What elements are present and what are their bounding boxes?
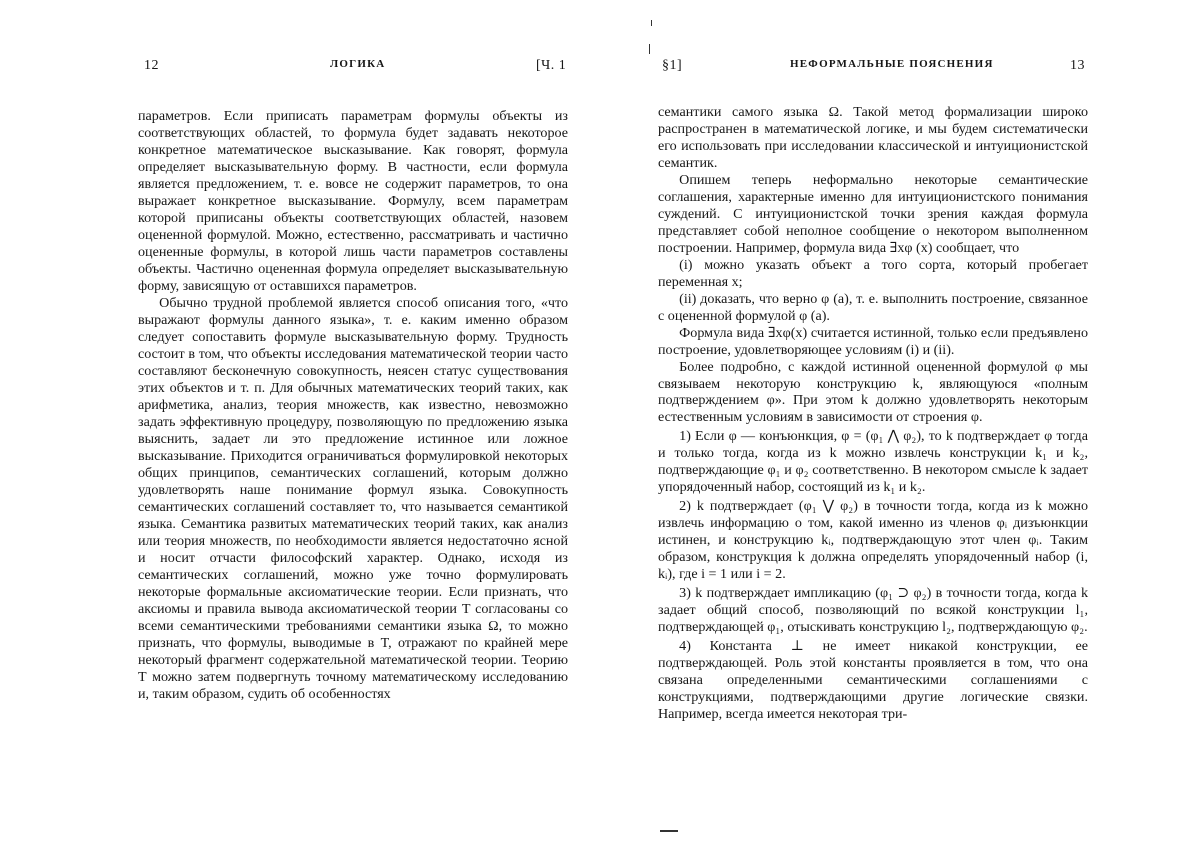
paragraph: 3) k подтверждает импликацию (φ₁ ⊃ φ₂) в точности тогда, когда k задает общий способ, позволяющий по всякой конструкции l₁, подтверждающей φ₁, отыскивать конструкцию l₂, подтверждающую φ₂. xyxy=(658,585,1088,636)
paragraph: (ii) доказать, что верно φ (a), т. е. выполнить построение, связанное с оцененной формулой φ (a). xyxy=(658,290,1088,324)
right-section-mark: §1] xyxy=(662,58,683,73)
left-running-title: ЛОГИКА xyxy=(330,58,386,70)
paragraph: 4) Константа ⊥ не имеет никакой конструкции, ее подтверждающей. Роль этой константы проявляется в том, что она связана определенными семантическими соглашениями с конструкциями, подтверждающими другие логические связки. Например, всегда имеется некоторая три- xyxy=(658,638,1088,722)
right-running-head xyxy=(658,58,1088,78)
paragraph: 1) Если φ — конъюнкция, φ = (φ₁ ⋀ φ₂), то k подтверждает φ тогда и только тогда, когда из k можно извлечь конструкции k₁ и k₂, подтверждающие φ₁ и φ₂ соответственно. В некотором смысле k задает упорядоченный набор, состоящий из k₁ и k₂. xyxy=(658,428,1088,496)
right-page-number: 13 xyxy=(1070,58,1085,73)
left-page-number: 12 xyxy=(144,58,159,73)
scan-mark xyxy=(660,830,678,832)
right-running-title: НЕФОРМАЛЬНЫЕ ПОЯСНЕНИЯ xyxy=(790,58,994,70)
paragraph: семантики самого языка Ω. Такой метод формализации широко распространен в математической логике, и мы будем систематически его использовать при исследовании классической и интуиционистской семантик. xyxy=(658,104,1088,171)
paragraph: 2) k подтверждает (φ₁ ⋁ φ₂) в точности тогда, когда из k можно извлечь информацию о том, какой именно из членов φᵢ дизъюнкции истинен, и конструкцию kᵢ, подтверждающую этот член φᵢ. Таким образом, конструкция k должна определять упорядоченный набор (i, kᵢ), где i = 1 или i = 2. xyxy=(658,498,1088,583)
paragraph: Формула вида ∃xφ(x) считается истинной, только если предъявлено построение, удовлетворяющее условиям (i) и (ii). xyxy=(658,324,1088,358)
left-page xyxy=(138,0,568,848)
paragraph: (i) можно указать объект a того сорта, который пробегает переменная x; xyxy=(658,256,1088,290)
paragraph: Обычно трудной проблемой является способ описания того, «что выражают формулы данного языка», т. е. каким именно образом следует сопоставить формуле высказывательную форму. Трудность состоит в том, что объекты исследования математической теории часто составляют бесконечную совокупность, неясен статус существования этих объектов и т. п. Для обычных математических теорий таких, как арифметика, анализ, теория множеств, как известно, невозможно задать эффективную процедуру, позволяющую по предложению языка выяснить, задает ли это предложение истинное или ложное высказывание. Приходится ограничиваться формулировкой некоторых общих принципов, семантических соглашений, которым должно удовлетворять наше понимание формул языка. Совокупность семантических соглашений составляет то, что называется семантикой языка. Семантика развитых математических теорий таких, как анализ или теория множеств, по необходимости является недостаточно ясной и носит отчасти философский характер. Однако, исходя из семантических соглашений, можно уже точно формулировать некоторые формальные аксиоматические теории. Если признать, что аксиомы и правила вывода аксиоматической теории T согласованы со всеми семантическими требованиями семантики языка Ω, то можно признать, что формулы, выводимые в T, отражают по крайней мере некоторый фрагмент содержательной математической теории. Теорию T можно затем подвергнуть точному математическому исследованию и, таким образом, судить об особенностях xyxy=(138,295,568,702)
left-chapter-mark: [Ч. 1 xyxy=(536,58,567,73)
scan-mark xyxy=(651,20,652,26)
paragraph: параметров. Если приписать параметрам формулы объекты из соответствующих областей, то формула будет задавать некоторое конкретное математическое высказывание. Как говорят, формула определяет высказывательную форму. В частности, если формула является предложением, т. е. вовсе не содержит параметров, то она выражает конкретное высказывание. Формулу, всем параметрам которой приписаны объекты соответствующих областей, назовем оцененной формулой. Можно, естественно, рассматривать и частично оцененные формулы, в которой лишь части параметров составлены объекты. Частично оцененная формула определяет высказывательную форму, зависящую от оставшихся параметров. xyxy=(138,108,568,294)
paragraph: Опишем теперь неформально некоторые семантические соглашения, характерные именно для интуиционистского понимания суждений. С интуиционистской точки зрения каждая формула представляет собой неполное сообщение о некотором выполненном построении. Например, формула вида ∃xφ (x) сообщает, что xyxy=(658,171,1088,256)
right-body-text xyxy=(658,104,1088,723)
scan-mark xyxy=(649,44,650,54)
left-running-head xyxy=(138,58,568,78)
right-page xyxy=(658,0,1088,848)
paragraph: Более подробно, с каждой истинной оцененной формулой φ мы связываем некоторую конструкцию k, являющуюся «полным подтверждением φ». При этом k должно удовлетворять некоторым естественным условиям в зависимости от строения φ. xyxy=(658,358,1088,426)
left-body-text xyxy=(138,108,568,703)
